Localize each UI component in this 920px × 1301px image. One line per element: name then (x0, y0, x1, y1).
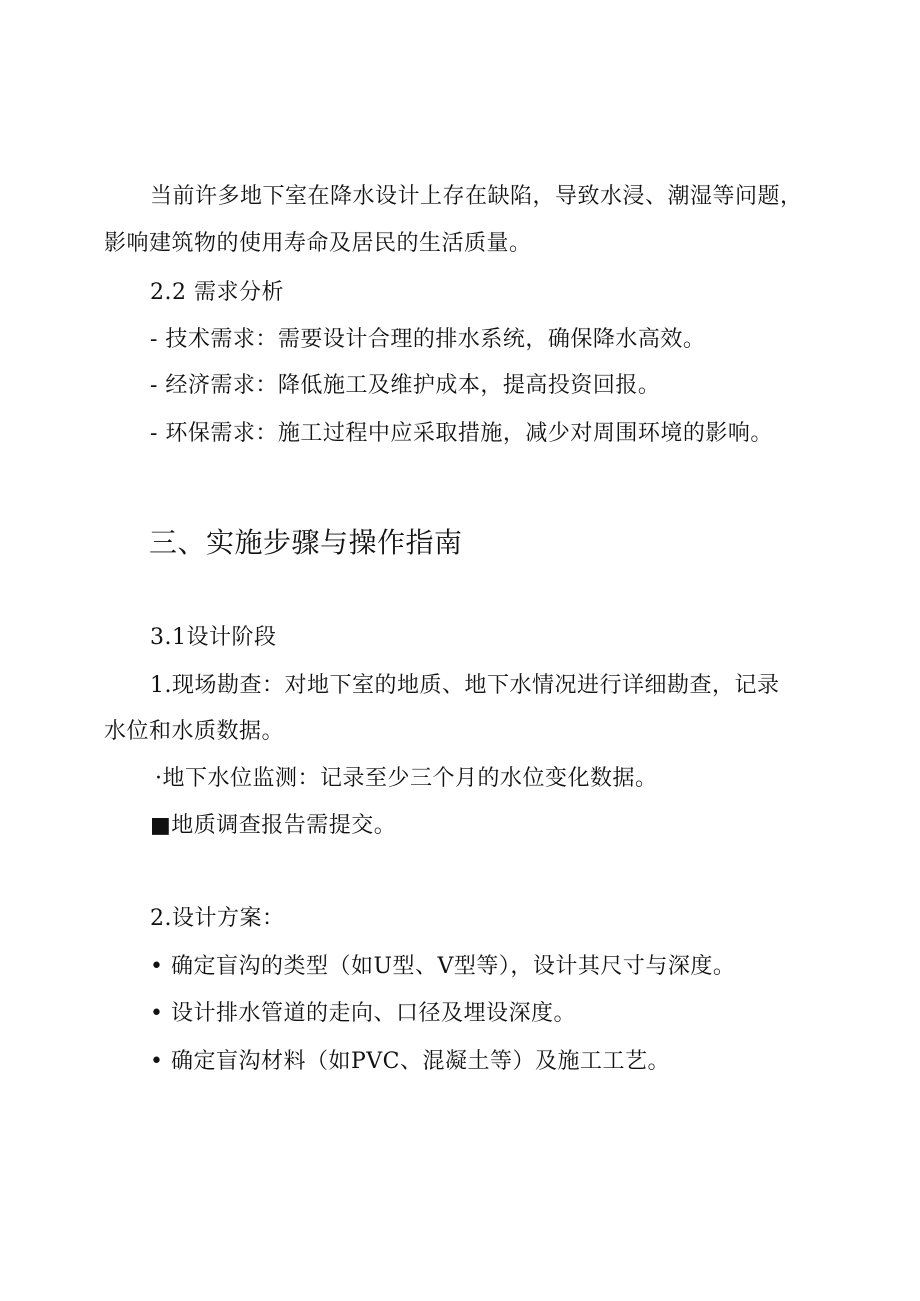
step-2-item: • 设计排水管道的走向、口径及埋设深度。 (150, 1001, 576, 1026)
requirement-technical: - 技术需求：需要设计合理的排水系统，确保降水高效。 (150, 327, 706, 352)
requirement-environmental: - 环保需求：施工过程中应采取措施，减少对周围环境的影响。 (150, 421, 773, 446)
paragraph-line: 当前许多地下室在降水设计上存在缺陷，导致水浸、潮湿等问题， (150, 184, 803, 209)
step-2-title: 2.设计方案： (150, 906, 285, 931)
section-title-3-1: 3.1设计阶段 (150, 625, 277, 650)
step-2-item: • 确定盲沟的类型（如U型、V型等），设计其尺寸与深度。 (150, 954, 736, 979)
chapter-3-heading: 三、实施步骤与操作指南 (149, 526, 463, 559)
step-1-square-note: ■地质调查报告需提交。 (150, 813, 397, 838)
step-1-line: 1.现场勘查：对地下室的地质、地下水情况进行详细勘查，记录 (150, 673, 780, 698)
section-title-2-2: 2.2 需求分析 (150, 280, 284, 305)
step-2-item: • 确定盲沟材料（如PVC、混凝土等）及施工工艺。 (150, 1049, 670, 1074)
requirement-economic: - 经济需求：降低施工及维护成本，提高投资回报。 (150, 373, 661, 398)
step-1-bullet: ·地下水位监测：记录至少三个月的水位变化数据。 (155, 766, 658, 791)
step-1-line: 水位和水质数据。 (104, 719, 285, 744)
paragraph-line: 影响建筑物的使用寿命及居民的生活质量。 (104, 231, 532, 256)
